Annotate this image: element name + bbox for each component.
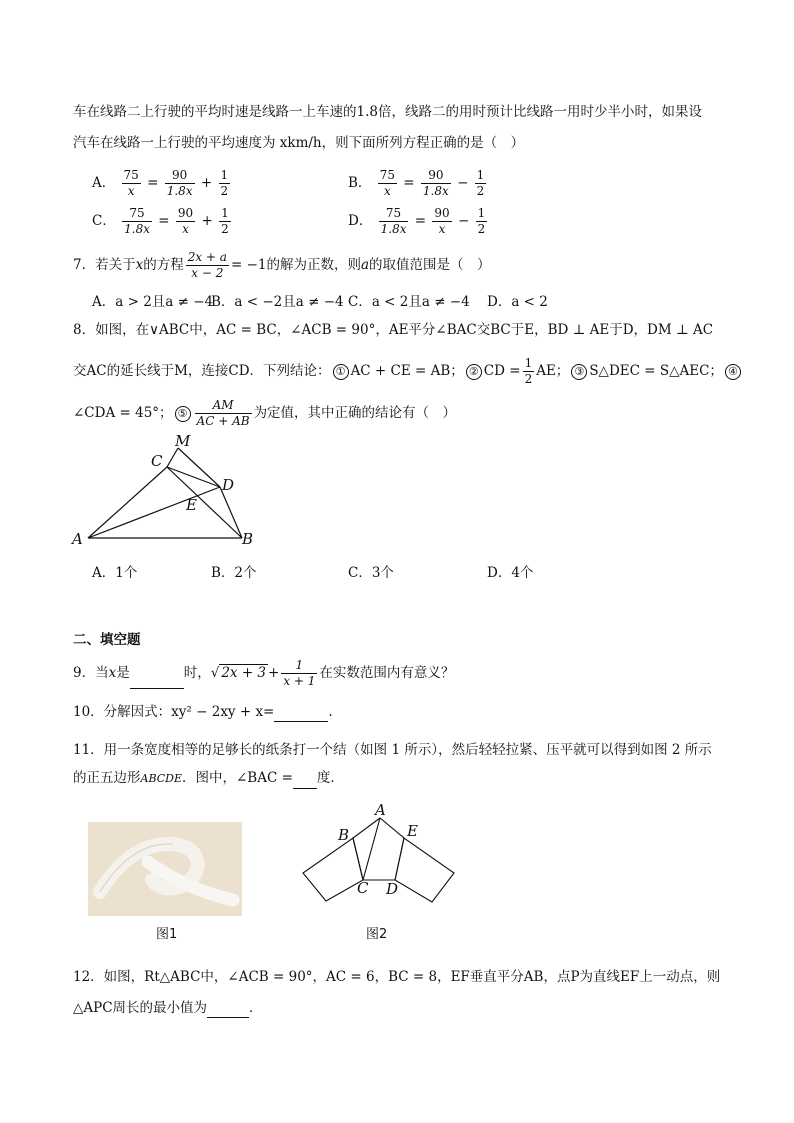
equals-sign: = [403,175,415,191]
operator: + [201,213,213,229]
segment-ad [88,487,220,538]
equals-sign: = [147,175,159,191]
numerator: 1 [220,168,229,182]
segment-cm [167,448,178,467]
option-letter: C． [92,213,116,229]
numerator: 75 [123,168,139,182]
segment-db [220,487,242,538]
option-letter: D． [348,213,373,229]
label-a: A [375,801,386,819]
numerator: 1 [221,206,229,220]
denominator: 1.8x [380,222,407,236]
numerator: 1 [281,658,317,674]
q8-option-b[interactable]: B．2个 [211,565,257,581]
answer-blank[interactable] [274,701,328,722]
denominator: x − 2 [191,266,224,280]
q7-fraction [186,250,229,281]
numerator: 90 [177,206,194,220]
q8-triangle-figure [70,430,270,555]
operator: − [457,175,469,191]
q8-option-a[interactable]: A．1个 [92,565,138,581]
fraction [195,398,252,429]
denominator: x + 1 [283,674,316,688]
denominator: x [127,184,135,198]
answer-blank[interactable] [130,668,184,689]
circled-number: ② [466,364,482,380]
denominator: 1.8x [166,184,193,198]
q12-line-1: 12．如图，Rt△ABC中，∠ACB = 90°，AC = 6，BC = 8，EF垂直平分AB，点P为直线EF上一动点，则 [73,969,721,985]
q8-conclusion-3: S△DEC = S△AEC； [589,363,723,379]
label-b: B [338,826,350,844]
fraction [421,168,451,199]
fraction [122,168,141,199]
q9-suffix: 在实数范围内有意义？ [319,665,455,681]
numerator: 1 [524,356,533,370]
operator: − [457,213,470,229]
fraction [219,168,231,199]
plus-sign: + [268,665,280,681]
q9-is: 是 [116,665,130,681]
q8-line-1: 8．如图，在∨ABC中，AC = BC，∠ACB = 90°，AE平分∠BAC交BC于E，BD ⊥ AE于D，DM ⊥ AC [73,322,714,338]
answer-blank[interactable] [293,768,317,789]
label-a: A [72,530,83,548]
numerator: 90 [421,168,451,184]
q10-stem [73,701,333,722]
right-strip [395,838,454,902]
q11-end: 度． [316,770,344,786]
option-letter: B． [348,175,372,191]
q8-conclusion-4: ∠CDA = 45°； [73,405,173,421]
section-heading: 二、填空题 [73,632,141,648]
denominator: 2 [221,222,229,236]
q12-line-2 [73,997,263,1018]
label-m: M [175,432,191,450]
q12-text: △APC周长的最小值为 [73,1000,208,1016]
numerator: 1 [477,206,486,220]
label-e: E [186,496,197,514]
denominator: 2 [524,372,533,386]
q7-prefix: 7．若关于 [73,257,136,273]
numerator: 75 [379,168,395,182]
q7-option-a[interactable]: A．a > 2且a ≠ −4 [92,294,214,310]
left-strip [303,838,363,901]
q8-conclusion-1: AC + CE = AB； [350,363,464,379]
answer-blank[interactable] [207,997,249,1018]
pentagon-figure [296,800,462,912]
denominator: AC + AB [196,414,250,428]
label-d: D [222,476,235,494]
q9-mid: 时， [183,665,211,681]
numerator: 90 [434,206,450,220]
fraction [523,356,535,387]
label-c: C [151,452,163,470]
q8-question-end: 为定值，其中正确的结论有（ ） [253,405,457,421]
fraction [219,206,231,237]
circled-number: ③ [571,364,587,380]
q12-end: ． [249,1000,263,1016]
label-e: E [407,822,418,840]
fraction [176,206,195,237]
label-d: D [386,880,399,898]
q6-option-b[interactable] [348,168,488,199]
q7-stem [73,250,491,281]
numerator: AM [195,398,252,414]
fraction [475,168,487,199]
q11-line-2 [73,768,344,789]
segment-cd [167,467,220,487]
q6-option-c[interactable] [92,206,233,237]
fraction [122,206,152,237]
equals-sign: = [158,213,170,229]
equals-sign: = [414,213,427,229]
q10-text: 10．分解因式：xy² − 2xy + x= [73,704,275,720]
q8-conclusion-2-end: AE； [536,363,570,379]
q8-intro: 交AC的延长线于M，连接CD．下列结论： [73,363,331,379]
q8-conclusion-2: CD = [483,363,521,379]
numerator: 2x + a [187,250,227,264]
var-x: x [108,665,117,681]
circled-number: ⑤ [175,406,191,422]
denominator: x [383,184,391,198]
figure-1-caption: 图1 [156,927,178,942]
sqrt-sign: √ [210,665,220,681]
q7-suffix: 的取值范围是（ ） [369,257,491,273]
var-x: x [135,257,144,273]
segment-md [178,448,220,487]
operator: + [200,175,213,191]
fraction [281,658,317,689]
denominator: 2 [220,184,229,198]
fraction [476,206,488,237]
sqrt-radicand: 2x + 3 [221,665,267,681]
numerator: 75 [122,206,152,222]
q7-option-b[interactable]: B．a < −2且a ≠ −4 [211,294,344,310]
fraction [165,168,195,199]
fraction [378,168,397,199]
q11-angle: ．图中，∠BAC = [182,770,293,786]
q8-line-3 [73,398,456,429]
q11-line-1: 11．用一条宽度相等的足够长的纸条打一个结（如图 1 所示），然后轻轻拉紧、压平就可以得到如图 2 所示 [73,742,712,758]
q9-stem [73,658,454,689]
q9-prefix: 9．当 [73,665,109,681]
option-letter: A． [92,175,116,191]
figure-2-caption: 图2 [366,927,388,942]
q11-text: 的正五边形 [73,770,141,786]
denominator: 2 [476,184,485,198]
pentagon-name: ABCDE [140,772,182,785]
q7-after: = −1的解为正数，则 [230,257,361,273]
segment-ac [363,818,380,880]
denominator: 2 [477,222,486,236]
fraction [432,206,451,237]
q6-line-2: 汽车在线路一上行驶的平均速度为 xkm/h，则下面所列方程正确的是（ ） [73,135,525,151]
q8-line-2 [73,356,743,387]
denominator: x [182,222,189,236]
q7-option-d[interactable]: D．a < 2 [487,294,548,310]
label-b: B [242,530,254,548]
circled-number: ① [333,364,349,380]
q8-option-d[interactable]: D．4个 [487,565,534,581]
paper-knot-photo [88,822,242,916]
q6-option-a[interactable] [92,168,232,199]
fraction [379,206,409,237]
segment-ac [88,467,167,538]
q8-option-c[interactable]: C．3个 [348,565,394,581]
denominator: x [438,222,446,236]
denominator: 1.8x [422,184,449,198]
numerator: 1 [476,168,485,182]
var-a: a [360,257,370,273]
q6-option-d[interactable] [348,206,489,237]
q6-line-1: 车在线路二上行驶的平均时速是线路一上车速的1.8倍，线路二的用时预计比线路一用时少半小时，如果设 [73,104,702,120]
numerator: 75 [379,206,409,222]
denominator: 1.8x [124,222,150,236]
circled-number: ④ [725,364,741,380]
q7-option-c[interactable]: C．a < 2且a ≠ −4 [348,294,470,310]
label-c: C [357,879,369,897]
q10-end: . [328,704,333,720]
q7-mid: 的方程 [143,257,184,273]
numerator: 90 [165,168,195,184]
